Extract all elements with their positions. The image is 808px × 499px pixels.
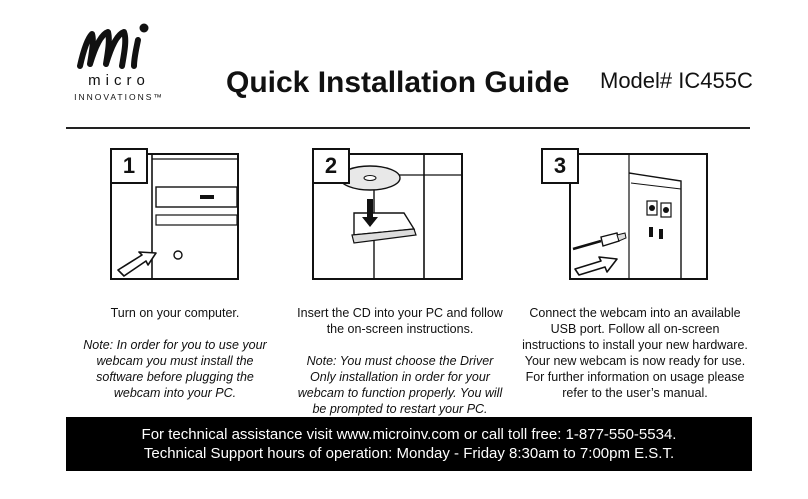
step-1-caption [72,305,278,401]
step-2-note: Note: You must choose the Driver Only installation in order for your webcam to function properly. You will be prompted to restart your PC. [297,354,503,416]
step-2-instruction: Insert the CD into your PC and follow the on-screen instructions. [297,306,503,336]
page-title: Quick Installation Guide [226,66,570,99]
step-2-caption [294,305,506,417]
brand-subtitle: INNOVATIONS™ [74,92,164,102]
step-3-illustration [569,153,708,280]
header-divider [66,127,750,129]
usb-connect-illustration [571,155,706,278]
step-number-badge: 1 [110,148,148,184]
support-hours-line: Technical Support hours of operation: Monday - Friday 8:30am to 7:00pm E.S.T. [143,445,675,462]
step-3-caption [520,305,750,401]
step-3-instruction: Connect the webcam into an available USB port. Follow all on-screen instructions to install your new hardware. Your new webcam is now ready for use. For further information on usage please refer to the user’s manual. [522,306,748,400]
support-footer [66,417,752,471]
step-1-note: Note: In order for you to use your webcam you must install the software before plugging the webcam into your PC. [83,338,267,400]
step-number-badge: 2 [312,148,350,184]
micro-innovations-logo-mark [72,22,162,76]
support-contact-line: For technical assistance visit www.microinv.com or call toll free: 1-877-550-5534. [141,426,677,443]
step-number-badge: 3 [541,148,579,184]
brand-logo [64,22,174,106]
brand-word: micro [88,72,150,89]
model-number: Model# IC455C [600,68,753,93]
step-1-instruction: Turn on your computer. [110,306,240,320]
